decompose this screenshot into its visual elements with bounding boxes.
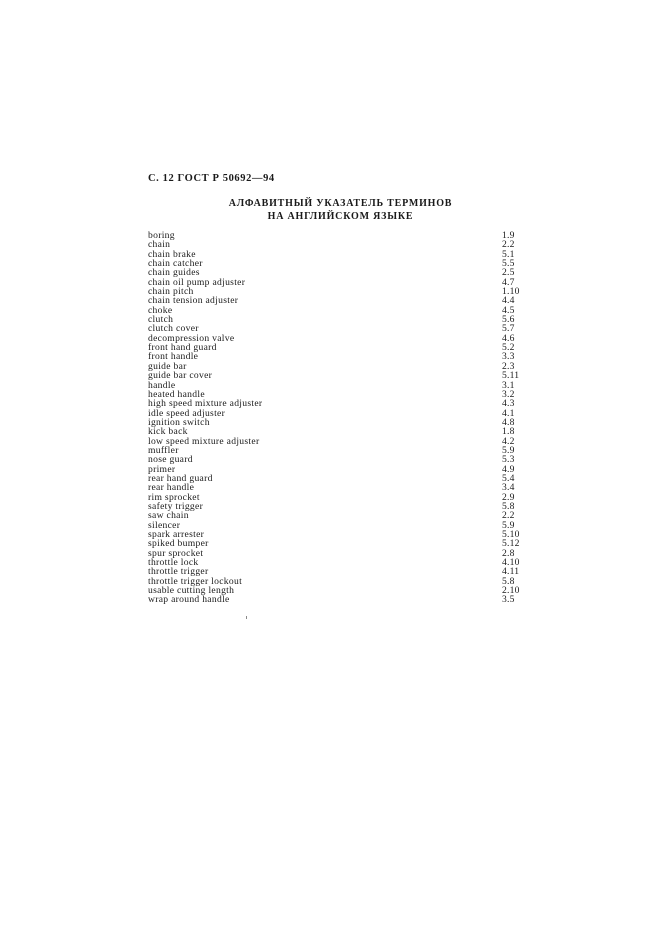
index-reference: 2.9: [502, 491, 515, 503]
index-entry: [148, 595, 516, 604]
index-term: spark arrester: [148, 529, 205, 540]
index-entry: [148, 493, 516, 502]
index-term: handle: [148, 379, 176, 391]
index-term: rear hand guard: [148, 472, 213, 484]
index-term: rim sprocket: [148, 491, 200, 503]
index-entry: [148, 240, 516, 249]
index-reference: 3.4: [502, 482, 515, 494]
index-reference: 3.1: [502, 379, 515, 391]
index-entry: [148, 259, 516, 268]
index-reference: 4.9: [502, 463, 515, 475]
index-reference: 2.2: [502, 239, 515, 251]
index-entry: [148, 315, 516, 324]
index-entry: [148, 352, 516, 361]
index-reference: 4.1: [502, 407, 515, 419]
index-reference: 5.11: [502, 370, 520, 382]
index-reference: 3.2: [502, 388, 515, 400]
index-entry: [148, 474, 516, 483]
index-title-line-2: НА АНГЛИЙСКОМ ЯЗЫКЕ: [267, 211, 414, 222]
page-header: С. 12 ГОСТ Р 50692—94: [148, 173, 275, 184]
index-term: throttle lock: [148, 557, 199, 569]
index-term: clutch: [148, 314, 174, 326]
index-title-line-1: АЛФАВИТНЫЙ УКАЗАТЕЛЬ ТЕРМИНОВ: [228, 198, 453, 209]
index-reference: 1.10: [502, 286, 520, 298]
scan-mark: [246, 616, 247, 619]
index-reference: 5.5: [502, 258, 515, 270]
index-reference: 5.8: [502, 575, 515, 587]
index-reference: 3.3: [502, 351, 515, 363]
index-term: decompression valve: [148, 332, 235, 344]
index-reference: 5.3: [502, 454, 515, 466]
index-term: guide bar cover: [148, 370, 213, 382]
index-reference: 4.5: [502, 304, 515, 316]
index-term: chain catcher: [148, 258, 203, 270]
index-term: throttle trigger lockout: [148, 575, 243, 587]
index-entry: [148, 549, 516, 558]
index-reference: 5.2: [502, 342, 515, 354]
index-reference: 4.11: [502, 566, 520, 578]
index-term: spur sprocket: [148, 547, 204, 559]
index-term: high speed mixture adjuster: [148, 398, 263, 410]
index-entry: [148, 455, 516, 464]
index-term: idle speed adjuster: [148, 407, 226, 419]
index-reference: 3.5: [502, 594, 515, 606]
index-reference: 5.10: [502, 529, 520, 540]
index-reference: 4.4: [502, 295, 515, 307]
index-term: silencer: [148, 519, 181, 531]
index-term: chain guides: [148, 267, 200, 279]
index-term: rear handle: [148, 482, 195, 494]
index-term: boring: [148, 230, 175, 241]
index-entry: [148, 538, 520, 550]
index-entry: [148, 446, 516, 455]
index-entry: [148, 343, 516, 352]
index-reference: 5.8: [502, 500, 515, 512]
index-term: primer: [148, 463, 176, 475]
index-reference: 2.2: [502, 510, 515, 522]
index-term: heated handle: [148, 388, 205, 400]
index-term: muffler: [148, 444, 179, 456]
index-term: wrap around handle: [148, 594, 230, 606]
index-term: chain tension adjuster: [148, 295, 239, 307]
index-entry: [148, 296, 516, 305]
index-term: front handle: [148, 351, 199, 363]
index-reference: 5.6: [502, 314, 515, 326]
index-term: chain brake: [148, 248, 196, 260]
index-reference: 1.8: [502, 426, 515, 438]
index-reference: 5.12: [502, 538, 520, 550]
index-entry: [148, 511, 516, 520]
index-term: safety trigger: [148, 500, 204, 512]
index-entry: [148, 370, 520, 382]
index-reference: 4.6: [502, 332, 515, 344]
index-reference: 5.4: [502, 472, 515, 484]
index-reference: 4.7: [502, 276, 515, 288]
index-entry: [148, 418, 516, 427]
index-term: spiked bumper: [148, 538, 209, 550]
index-reference: 2.8: [502, 547, 515, 559]
index-term: chain oil pump adjuster: [148, 276, 246, 288]
index-reference: 4.8: [502, 416, 515, 428]
index-reference: 2.5: [502, 267, 515, 279]
index-entry: [148, 231, 516, 240]
index-entry: [148, 483, 516, 492]
index-term: choke: [148, 304, 173, 316]
index-reference: 2.3: [502, 360, 515, 372]
index-term: front hand guard: [148, 342, 217, 354]
index-reference: 5.7: [502, 323, 515, 335]
index-entry: [148, 250, 516, 259]
index-term: saw chain: [148, 510, 189, 522]
index-reference: 4.2: [502, 435, 515, 447]
index-term: low speed mixture adjuster: [148, 435, 260, 447]
index-reference: 5.1: [502, 248, 515, 260]
index-term: kick back: [148, 426, 188, 438]
index-term: clutch cover: [148, 323, 199, 335]
index-reference: 4.10: [502, 557, 520, 569]
term-index-list: [148, 230, 520, 606]
index-reference: 1.9: [502, 230, 515, 241]
index-entry: [148, 437, 516, 446]
index-term: usable cutting length: [148, 585, 235, 597]
index-reference: 4.3: [502, 398, 515, 410]
index-term: nose guard: [148, 454, 193, 466]
index-reference: 2.10: [502, 585, 520, 597]
index-term: throttle trigger: [148, 566, 209, 578]
index-reference: 5.9: [502, 519, 515, 531]
index-entry: [148, 502, 516, 511]
index-reference: 5.9: [502, 444, 515, 456]
index-entry: [148, 306, 516, 315]
index-term: chain pitch: [148, 286, 194, 298]
index-term: ignition switch: [148, 416, 210, 428]
index-entry: [148, 278, 516, 287]
index-term: chain: [148, 239, 171, 251]
index-term: guide bar: [148, 360, 187, 372]
